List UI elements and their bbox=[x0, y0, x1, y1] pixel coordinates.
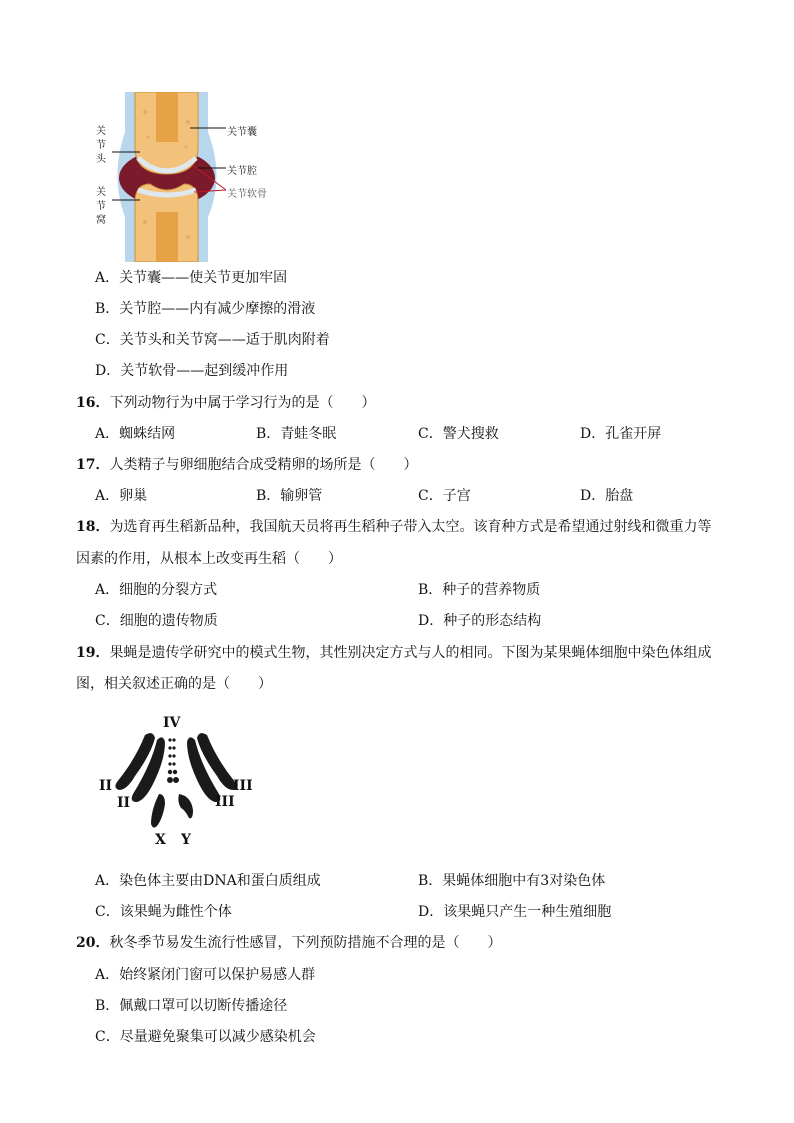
label-guanjienang: 关节囊 bbox=[227, 127, 257, 138]
q15-option-c: C．关节头和关节窝——适于肌肉附着 bbox=[95, 332, 330, 348]
q17-text: 人类精子与卵细胞结合成受精卵的场所是（ ） bbox=[109, 457, 418, 473]
q19-option-a: A．染色体主要由DNA和蛋白质组成 bbox=[95, 873, 321, 889]
q17-stem bbox=[76, 456, 417, 474]
label-guanjieruangu: 关节软骨 bbox=[227, 189, 267, 200]
q19-option-c: C．该果蝇为雌性个体 bbox=[95, 904, 232, 920]
label-ii-inner: II bbox=[117, 795, 131, 811]
q19-stem-line1 bbox=[76, 644, 711, 662]
q19-number: 19． bbox=[76, 645, 110, 661]
q17-option-c: C．子宫 bbox=[418, 488, 471, 504]
q17-option-a: A．卵巢 bbox=[95, 488, 148, 504]
q16-option-a: A．蜘蛛结网 bbox=[95, 426, 176, 442]
q18-stem-line1 bbox=[76, 518, 711, 536]
q18-number: 18． bbox=[76, 519, 110, 535]
q16-option-c: C．警犬搜救 bbox=[418, 426, 499, 442]
q18-option-a: A．细胞的分裂方式 bbox=[95, 582, 218, 598]
label-iv: IV bbox=[163, 715, 181, 731]
label-guanjiqiang: 关节腔 bbox=[227, 166, 257, 177]
q19-stem-line2: 图，相关叙述正确的是（ ） bbox=[76, 676, 272, 692]
chromosome-diagram bbox=[95, 710, 265, 855]
q20-number: 20． bbox=[76, 935, 110, 951]
q17-option-b: B．输卵管 bbox=[256, 488, 323, 504]
q15-option-d: D．关节软骨——起到缓冲作用 bbox=[95, 363, 289, 379]
q16-stem bbox=[76, 394, 375, 412]
q15-option-a: A．关节囊——使关节更加牢固 bbox=[95, 270, 288, 286]
q16-number: 16． bbox=[76, 395, 110, 411]
label-ii-outer: II bbox=[99, 778, 113, 794]
label-x: X bbox=[155, 832, 166, 848]
q19-option-b: B．果蝇体细胞中有3对染色体 bbox=[418, 873, 606, 889]
q20-option-c: C．尽量避免聚集可以减少感染机会 bbox=[95, 1029, 316, 1045]
q18-option-d: D．种子的形态结构 bbox=[418, 613, 542, 629]
q16-option-d: D．孔雀开屏 bbox=[580, 426, 662, 442]
q17-number: 17． bbox=[76, 457, 110, 473]
q18-option-c: C．细胞的遗传物质 bbox=[95, 613, 218, 629]
q19-text-1: 果蝇是遗传学研究中的模式生物，其性别决定方式与人的相同。下图为某果蝇体细胞中染色体组成 bbox=[109, 645, 712, 661]
label-guanjiewo: 关 节 窝 bbox=[96, 187, 106, 226]
q19-option-d: D．该果蝇只产生一种生殖细胞 bbox=[418, 904, 612, 920]
q16-option-b: B．青蛙冬眠 bbox=[256, 426, 337, 442]
label-iii-outer: III bbox=[233, 778, 253, 794]
label-y: Y bbox=[181, 832, 191, 848]
q20-option-a: A．始终紧闭门窗可以保护易感人群 bbox=[95, 967, 316, 983]
joint-figure bbox=[90, 92, 290, 262]
q16-text: 下列动物行为中属于学习行为的是（ ） bbox=[109, 395, 376, 411]
q15-option-b: B．关节腔——内有减少摩擦的滑液 bbox=[95, 301, 316, 317]
q20-option-b: B．佩戴口罩可以切断传播途径 bbox=[95, 998, 288, 1014]
q20-stem bbox=[76, 934, 501, 952]
q18-option-b: B．种子的营养物质 bbox=[418, 582, 541, 598]
label-iii-inner: III bbox=[215, 794, 235, 810]
q18-stem-line2: 因素的作用，从根本上改变再生稻（ ） bbox=[76, 551, 342, 567]
joint-diagram bbox=[90, 92, 290, 262]
chromosome-shapes bbox=[115, 733, 236, 828]
q17-option-d: D．胎盘 bbox=[580, 488, 634, 504]
chromosome-figure bbox=[95, 710, 265, 855]
q18-text-1: 为选育再生稻新品种，我国航天员将再生稻种子带入太空。该育种方式是希望通过射线和微重力等 bbox=[109, 519, 712, 535]
label-guanjietou: 关 节 头 bbox=[96, 126, 106, 165]
q20-text: 秋冬季节易发生流行性感冒，下列预防措施不合理的是（ ） bbox=[109, 935, 502, 951]
